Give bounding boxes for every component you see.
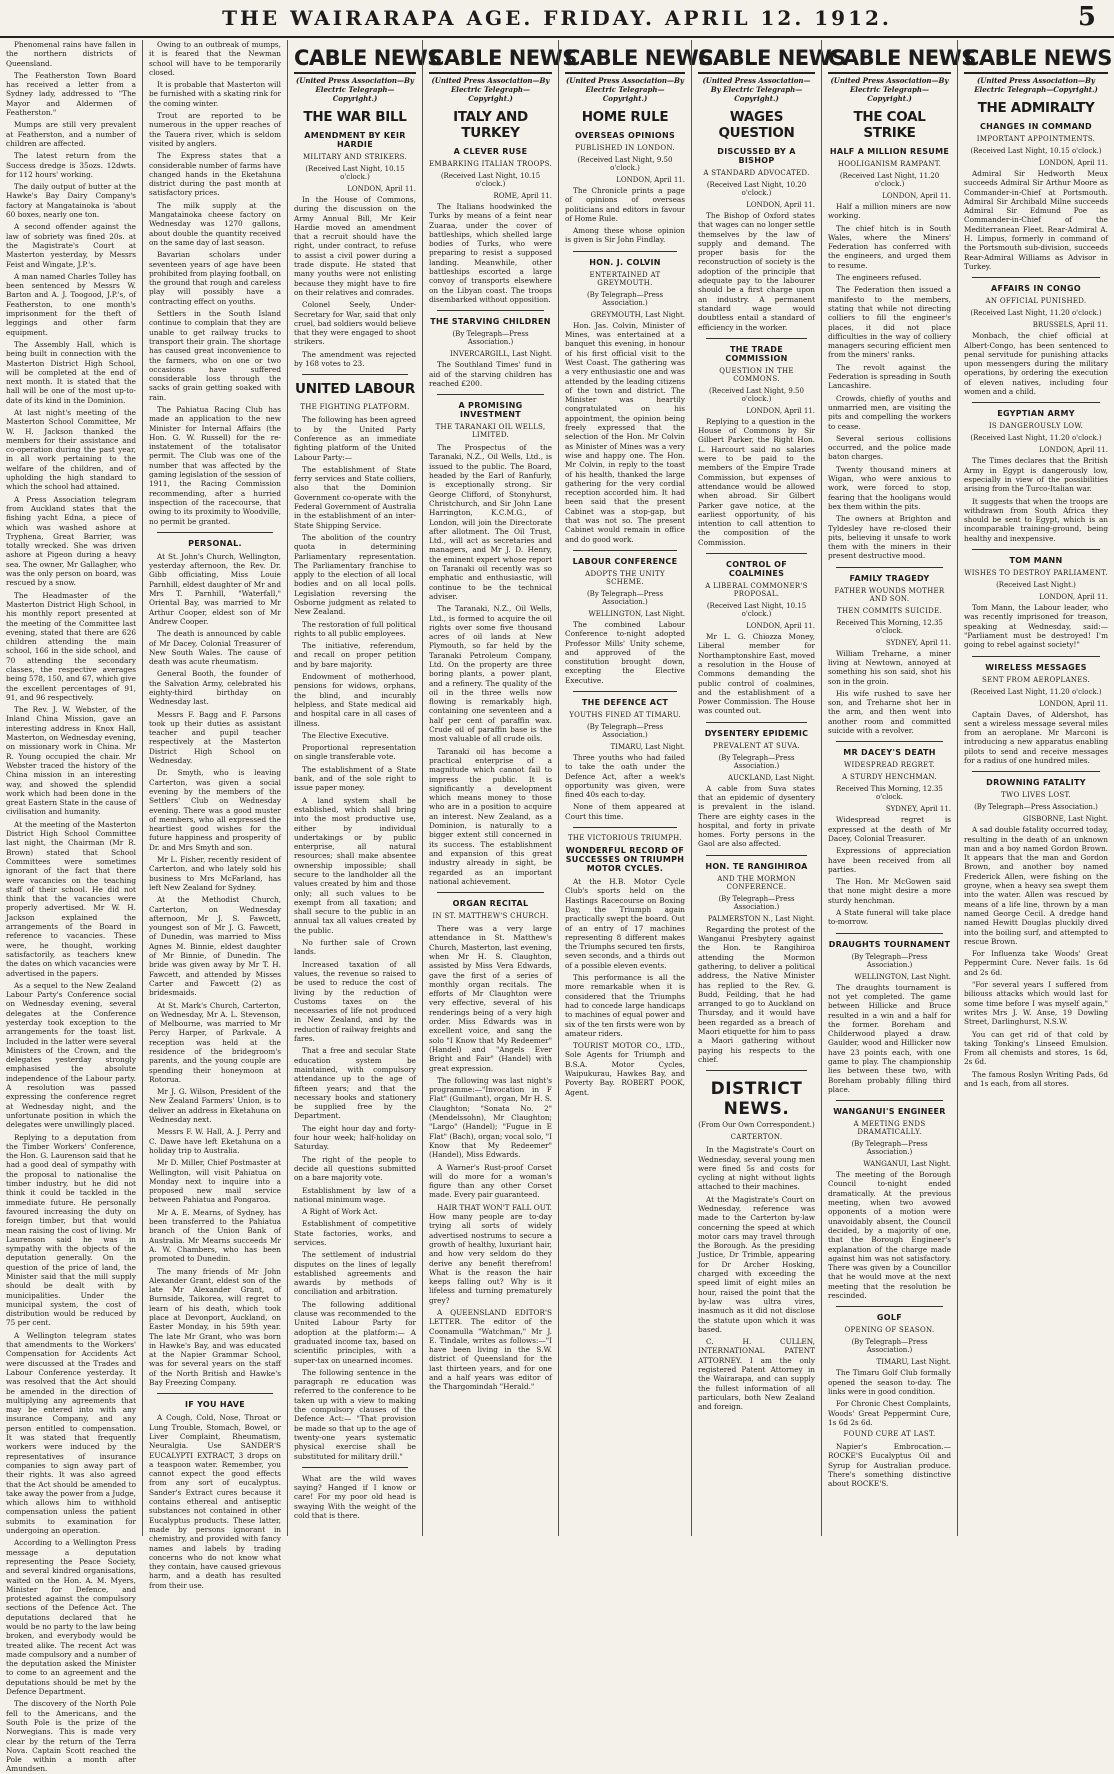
news-paragraph: The Featherston Town Board has received a letter from a Sydney lady, addressed to "The Mayor and Aldermen of Featherston." (6, 70, 136, 118)
district-news-heading: DISTRICT NEWS. (710, 1079, 803, 1120)
news-paragraph: Expressions of appreciation have been received from all parties. (828, 846, 951, 874)
news-paragraph: The abolition of the country quota in determining Parliamentary representation. The Parliamentary franchise to apply to the election of all local bodies and on all local polls. Legislation reversing the Osborne judgment as related to New Zealand. (294, 532, 416, 617)
story-subheading: IS DANGEROUSLY LOW. (988, 422, 1084, 431)
section-divider (836, 741, 943, 742)
story-headline: CONTROL OF COALMINES (726, 560, 787, 579)
story-headline: LABOUR CONFERENCE (572, 556, 678, 566)
story-subheading: THEN COMMITS SUICIDE. (837, 606, 942, 615)
news-paragraph: At the Magistrate's Court on Wednesday, reference was made to the Carterton by-law concerning the speed at which motor cars may travel through the Borough. As the presiding Justice, Dr Trimble, appearing for Dr Archer Hosking, charged with exceeding the speed limit of eight miles an hour, raised the point that the by-law was ultra vires, inasmuch as it did not disclose the statute upon which it was based. (698, 1194, 815, 1334)
news-paragraph: Increased taxation of all values, the revenue so raised to be used to reduce the cost of living by the reduction of Customs taxes on the necessaries of life not produced in New Zealand, and by the reduction of railway freights and fares. (294, 959, 416, 1044)
news-paragraph: The following was last night's programme:—"Invocation in F Flat" (Guilmant), organ, Mr H. S. Claughton; "Sonata No. 2" (Mendelssohn), Mr Claughton; "Largo" (Handel); "Fugue in E Flat" (Bach), organ; vocal solo, "I Know that My Redeemer" (Handel), Miss Edwards. (429, 1075, 552, 1160)
story-subheading: A MEETING ENDS DRAMATICALLY. (853, 1120, 926, 1137)
news-paragraph: Messrs F. W. Hall, A. J. Perry and C. Dawe have left Eketahuna on a holiday trip to Australia. (149, 1127, 281, 1155)
story-headline: UNITED LABOUR (295, 381, 415, 398)
story-subheading: YOUTHS FINED AT TIMARU. (569, 710, 681, 719)
news-paragraph: There was a very large attendance in St. Matthew's Church, Masterton, last evening, when Mr H. S. Claughton, assisted by Miss Vera Edwards, gave the first of a series of monthly organ recitals. The efforts of Mr Claughton were very effective, several of his renderings being of a very high order. Miss Edwards was in excellent voice, and sang the solo "I Know that My Redeemer" (Handel) and "Angels Ever Bright and Fair" (Handel) with great expression. (429, 924, 552, 1073)
section-divider (706, 553, 807, 554)
advert-paragraph: The famous Roslyn Writing Pads, 6d and 1s each, from all stores. (964, 1069, 1108, 1088)
story-headline: THE STARVING CHILDREN (430, 317, 551, 327)
story-subheading: PUBLISHED IN LONDON. (575, 144, 675, 152)
story-subheading: OPENING OF SEASON. (844, 1326, 935, 1335)
story-headline: HOME RULE (581, 109, 669, 125)
section-divider (706, 338, 807, 339)
news-paragraph: The Bishop of Oxford states that wages can no longer settle themselves by the law of supply and demand. The proper basis for the reconstruction of society is the adoption of the principle that adequate pay to the labourer should be a first charge upon an industry. A permanent standard wage would doubtless entail a standard of efficiency in the worker. (698, 211, 815, 332)
dateline: AUCKLAND, Last Night. (727, 773, 815, 782)
story-headline: TOM MANN (1009, 556, 1063, 566)
story-headline: THE WAR BILL (303, 109, 407, 125)
cable-news-heading: CABLE NEWS (294, 46, 416, 74)
dateline: TIMARU, Last Night. (610, 742, 685, 751)
advert-paragraph: HAIR THAT WON'T FALL OUT. How many people are to-day trying all sorts of widely advertised nostrums to secure a growth of healthy, luxuriant hair, and how very seldom do they derive any benefit therefrom! What is the reason the hair keeps falling out? Why is it lifeless and turning prematurely grey? (429, 1202, 552, 1305)
story-subheading: TWO LIVES LOST. (1001, 791, 1071, 800)
section-divider (157, 1393, 273, 1394)
column-cable-news-2 (422, 40, 577, 1536)
section-divider (972, 549, 1100, 550)
news-paragraph: The settlement of industrial disputes on the lines of legally established agreements and awards by methods of conciliation and arbitration. (294, 1250, 416, 1297)
story-subheading: A CLEVER RUSE (453, 147, 528, 156)
news-paragraph: The amendment was rejected by 168 votes to 23. (294, 349, 416, 369)
section-divider (836, 1306, 943, 1307)
story-subheading: IMPORTANT APPOINTMENTS. (976, 135, 1096, 143)
received-time: (Received Last Night, 9.50 o'clock.) (577, 156, 673, 172)
received-time: (By Telegraph—Press Association.) (851, 952, 928, 969)
section-divider (302, 1467, 408, 1468)
story-headline: AFFAIRS IN CONGO (990, 284, 1082, 294)
story-subheading: EMBARKING ITALIAN TROOPS. (429, 160, 553, 168)
news-paragraph: The Rev. J. W. Webster, of the Inland China Mission, gave an interesting address in Knox Hall, Masterton, on Wednesday evening, on missionary work in China. Mr R. Young occupied the chair. Mr Webster traced the history of the China mission in an interesting way, and showed the splendid work which had been done in the great Eastern State in the cause of civilisation and humanity. (6, 705, 136, 817)
news-paragraph: Half a million miners are now working. (828, 202, 951, 221)
news-paragraph: The Hon. Mr McGowen said that none might desire a more sturdy henchman. (828, 877, 951, 905)
news-paragraph: Messrs F. Bagg and F. Parsons took up their duties as assistant teacher and pupil teacher respectively at the Masterton District High School on Wednesday. (149, 709, 281, 766)
news-paragraph: His wife rushed to save her son, and Treharne shot her in the arm, and then went into another room and committed suicide with a revolver. (828, 688, 951, 736)
story-subheading: AMENDMENT BY KEIR HARDIE (304, 131, 406, 149)
advert-paragraph: "For several years I suffered from biliouss attacks which would last for some time before I was myself again," writes Mrs J. W. Anse, 19 Dowling Street, Darlinghurst, N.S.W. (964, 980, 1108, 1027)
news-paragraph: The revolt against the Federation is spreading in South Lancashire. (828, 362, 951, 391)
cable-news-heading: CABLE NEWS (828, 46, 951, 74)
news-paragraph: Replying to a question in the House of Commons by Sir Gilbert Parker, the Right Hon. L. Harcourt said no salaries were to be paid to the members of the Empire Trade Commission, but expenses of attendance would be allowed when abroad. Sir Gilbert Parker gave notice, at the earliest opportunity, of his intention to call attention to the composition of the Commission. (698, 416, 815, 547)
news-paragraph: In the Magistrate's Court on Wednesday, several young men were fined 5s and costs for cycling at night without lights attached to their machines. (698, 1145, 815, 1192)
news-paragraph: The chief hitch is in South Wales, where the Miners' Federation has conferred with the engineers, and urged them to resume. (828, 223, 951, 270)
received-time: Received This Morning, 12.35 o'clock. (836, 785, 943, 802)
story-headline: WANGANUI'S ENGINEER (833, 1107, 946, 1117)
received-time: (By Telegraph—Press Association.) (718, 753, 795, 770)
news-paragraph: The Federation then issued a manifesto to the members, stating that while not directing colliers to fill the engineer's places, it did not place difficulties in the way of colliery managers securing efficient men from the miners' ranks. (828, 285, 951, 360)
section-divider (972, 402, 1100, 403)
news-paragraph: According to a Wellington Press message a deputation representing the Peace Society, and several kindred organisations, waited on the Hon. A. M. Myers, Minister for Defence, and protested against the compulsory sections of the Defence Act. The deputations declared that he would be no party to the law being broken, and everybody would be treated alike. The recent Act was made compulsory and a number of the deputation asked the Minister to come to an agreement and the deputations should be met by the Defence Department. (6, 1538, 136, 1697)
received-time: (By Telegraph—Press Association.) (851, 1140, 928, 1157)
section-divider (706, 722, 807, 723)
news-paragraph: Tom Mann, the Labour leader, who was recently imprisoned for treason, speaking at Wednesday, said:— "Parliament must be destroyed! I'm going to rebel against society!" (964, 603, 1108, 650)
news-paragraph: It is probable that Masterton will be furnished with a skating rink for the coming winter. (149, 80, 281, 108)
newspaper-title: THE WAIRARAPA AGE. FRIDAY. APRIL 12. 1912. (222, 6, 892, 30)
story-headline: THE DEFENCE ACT (581, 697, 669, 707)
news-paragraph: Trout are reported to be numerous in the upper reaches of the Tauera river, which is seldom visited by anglers. (149, 111, 281, 148)
column-cable-news-5 (821, 40, 976, 1536)
news-paragraph: Bavarian scholars under seventeen years of age have been prohibited from playing football, on the ground that rough and careless play will possibly have a contracting effect on youths. (149, 250, 281, 306)
story-subheading: WISHES TO DESTROY PARLIAMENT. (964, 569, 1108, 578)
press-association-credit: (United Press Association—By Electric Telegraph—Copyright.) (830, 76, 949, 103)
news-paragraph: That a free and secular State education system be maintained, with compulsory attendance up to the age of fifteen years; and that the necessary books and stationery be supplied free by the Department. (294, 1046, 416, 1121)
news-paragraph: This performance is all the more remarkable when it is considered that the Triumphs had to concede large handicaps to machines of equal power and six of the ten firsts were won by amateur riders. (565, 973, 685, 1038)
received-time: (Received Last Night.) (996, 581, 1076, 590)
advert-paragraph: TOURIST MOTOR CO., LTD., Sole Agents for Triumph and B.S.A. Motor Cycles, Waipukurau, Hawkes Bay, and Poverty Bay. ROBERT POOK, Agent. (565, 1041, 685, 1097)
story-subheading: WONDERFUL RECORD OF SUCCESSES ON TRIUMPH MOTOR CYCLES. (565, 846, 685, 874)
section-divider (972, 656, 1100, 657)
news-paragraph: Several serious collisions occurred, and the police made baton charges. (828, 433, 951, 462)
news-paragraph: Proportional representation on single transferable vote. (294, 743, 416, 762)
dateline: LONDON, April 11. (746, 622, 815, 631)
section-divider (836, 567, 943, 568)
advert-paragraph: Napier's Embrocation.—ROCKE'S Eucalyptus Oil and Syrup for Australian produce. There's something distinctive about ROCKE'S. (828, 1442, 951, 1489)
advert-paragraph: C. H. CULLEN, INTERNATIONAL PATENT ATTORNEY. I am the only registered Patent Attorney in the Wairarapa, and can supply the fullest information of all particulars, both New Zealand and foreign. (698, 1337, 815, 1412)
section-divider (573, 827, 677, 828)
story-subheading: WIDESPREAD REGRET. (843, 761, 936, 770)
news-paragraph: Crowds, chiefly of youths and unmarried men, are visiting the pits and compelling the workers to cease. (828, 393, 951, 431)
news-paragraph: The Times declares that the British Army in Egypt is dangerously low, especially in view of the possibilities arising from the Turco-Italian war. (964, 456, 1108, 494)
news-paragraph: Admiral Sir Hedworth Meux succeeds Admiral Sir Arthur Moore as Commander-in-Chief at Portsmouth. Admiral Sir Archibald Milne succeeds Admiral Sir Edmund Poe as Commander-in-Chief of the Mediterranean Fleet. Rear-Admiral A. H. Limpus, formerly in command of the Portsmouth sub-division, succeeds Rear-Admiral Williams as Advisor in Turkey. (964, 169, 1108, 271)
received-time: (Received Last Night, 10.15 o'clock.) (706, 602, 807, 619)
news-paragraph: Regarding the protest of the Wanganui Presbytery against the Hon. te Rangihiroa attending the Mormon gathering, to deliver a political address, the Native Minister has replied to the Rev. G. Budd, Feilding, that he had arranged to go to Auckland on Thursday, and it would have been regarded as a breach of Maori etiquette for him to pass a Maori gathering without paying his respects to the chief. (698, 924, 815, 1064)
column-local-news-1 (0, 40, 142, 1774)
story-subheading: HALF A MILLION RESUME (829, 147, 950, 156)
news-paragraph: Taranaki oil has become a practical enterprise of a magnitude which cannot fail to impress the public. It is significantly a development which means money to those who are in a position to acquire an interest. New Zealand, as a Dominion, is naturally to a bigger extent still concerned in its success. The establishment and expansion of this great industry already in sight, be regarded as an important national achievement. (429, 746, 552, 886)
news-paragraph: A Right of Work Act. (302, 1207, 378, 1217)
news-paragraph: At St. Mark's Church, Carterton, on Wednesday, Mr A. L. Stevenson, of Melbourne, was married to Mr Percy Harper, of Parkvale. A reception was held at the residence of the bridegroom's parents, and the young couple are spending their honeymoon at Rotorua. (149, 1000, 281, 1084)
news-paragraph: The Taranaki, N.Z., Oil Wells, Ltd., is formed to acquire the oil rights over some five thousand acres of oil lands at New Plymouth, so far held by the Taranaki Petroleum Company, Ltd. On the property are three boring plants, a power plant, and a refinery. The quality of the oil in the three wells now flowing is remarkably high, containing one seventeen and a half per cent of paraffin wax. Crude oil of paraffin base is the most valuable of all crude oils. (429, 604, 552, 744)
district-name: CARTERTON. (730, 1133, 783, 1142)
news-paragraph: The discovery of the North Pole fell to the Americans, and the South Pole is the prize of the Norwegians. This is made very clear by the return of the Terra Nova. Captain Scott reached the Pole within a month after Amundsen. (6, 1699, 136, 1774)
news-paragraph: A Wellington telegram states that amendments to the Workers' Compensation for Accidents Act were discussed at the Trades and Labour Conference yesterday. It was resolved that the Act should be amended in the direction of multiplying any agreements that may be entered into with any insurance Company, and any person entitled to compensation. It was stated that frequently workers were induced by the representatives of insurance companies to sign away part of their rights. It was also agreed that the Act should be amended to take away the power from a Judge, which allows him to withhold compensation unless the patient submits to examination for undergoing an operation. (6, 1330, 136, 1536)
press-association-credit: (United Press Association—By Electric Telegraph—Copyright.) (702, 76, 811, 103)
story-headline: MR DACEY'S DEATH (843, 748, 936, 758)
news-paragraph: Mr D. Miller, Chief Postmaster at Wellington, will visit Pahiatua on Monday next to inquire into a proposed new mail service between Pahiatua and Pongaroa. (149, 1158, 281, 1205)
column-cable-news-3 (558, 40, 713, 1536)
news-paragraph: The eight hour day and forty-four hour week; half-holiday on Saturday. (294, 1123, 416, 1152)
story-headline: FAMILY TRAGEDY (849, 573, 930, 583)
news-paragraph: William Treharne, a miner living at Newtown, annoyed at something his son said, shot his son in the groin. (828, 648, 951, 686)
news-paragraph: The many friends of Mr John Alexander Grant, eldest son of the late Mr Alexander Grant, of Burnside, Taikorea, will regret to learn of his death, which took place at Devonport, Auckland, on Easter Monday, in his 59th year. The late Mr Grant, who was born in Hawke's Bay, and was educated at the Napier Grammar School, was for several years on the staff of the North British and Hawke's Bay Freezing Company. (149, 1266, 281, 1388)
column-cable-news-6 (957, 40, 1114, 1536)
dateline: INVERCARGILL, Last Night. (450, 350, 552, 359)
story-headline: HON. TE RANGIHIROA (705, 861, 808, 871)
news-paragraph: Mr L. Fisher, recently resident of Carterton, and who lately sold his business to Mrs McFarland, has left New Zealand for Sydney. (149, 855, 281, 892)
news-paragraph: The Chronicle prints a page of opinions of overseas politicians and editors in favour of Home Rule. (565, 186, 685, 223)
news-paragraph: At the Methodist Church, Carterton, on Wednesday afternoon, Mr J. S. Fawcett, youngest son of Mr J. G. Fawcett, of Dunedin, was married to Miss Agnes M. Binnie, eldest daughter of Mr Binnie, of Dunedin. The bride was given away by Mr T. H. Fawcett, and attended by Misses Carter and Fawcett (2) as bridesmaids. (149, 895, 281, 998)
news-paragraph: A State funeral will take place to-morrow. (828, 908, 951, 927)
dateline: LONDON, April 11. (1039, 593, 1108, 602)
story-headline: ORGAN RECITAL (452, 899, 529, 909)
cable-news-heading: CABLE NEWS (964, 46, 1108, 74)
advert-heading: IF YOU HAVE (184, 1400, 246, 1410)
news-paragraph: The Express states that a considerable number of farms have changed hands in the Eketahuna district during the past month at satisfactory prices. (149, 151, 281, 198)
story-subheading: A STURDY HENCHMAN. (842, 773, 937, 782)
received-time: (By Telegraph—Press Association.) (586, 290, 664, 307)
received-time: (Received Last Night, 11.20 o'clock.) (970, 687, 1102, 696)
dateline: GISBORNE, Last Night. (1023, 815, 1108, 824)
section-divider (706, 855, 807, 856)
story-headline: A PROMISING INVESTMENT (458, 401, 523, 420)
news-paragraph: The meeting of the Borough Council to-night ended dramatically. At the previous meeting, when two avowed opponents of a motion were unavoidably absent, the Council decided, by a majority of one, that the Borough Engineer's explanation of the charge made against him was not satisfactory. There was given by a Councillor that he would move at the next meeting that the resolution be rescinded. (828, 1170, 951, 1301)
news-paragraph: A land system shall be established, which shall bring into the most productive use, either by individual undertakings or by public enterprise, all natural resources; shall make absentee ownership impossible; shall secure to the landholder all the values created by him and those only; all such values to be exempt from all taxation; and shall secure to the public in an annual tax all values created by the public. (294, 795, 416, 935)
dateline: LONDON, April 11. (347, 185, 416, 193)
news-paragraph: The initiative, referendum, and recall on proper petition and by bare majority. (294, 641, 416, 669)
column-cable-news-4 (691, 40, 846, 1536)
section-divider (157, 532, 273, 533)
news-paragraph: A man named Charles Tolley has been sentenced by Messrs W. Barton and A. J. Toogood, J.P.'s, of Featherston, to one month's imprisonment for the theft of leggings and other farm equipment. (6, 271, 136, 337)
dateline: GREYMOUTH, Last Night. (590, 310, 685, 319)
story-subheading: A STANDARD ADVOCATED. (703, 169, 810, 177)
news-paragraph: Replying to a deputation from the Timber Workers' Conference, the Hon. G. Laurenson said that he had a good deal of sympathy with the proposal to nationalise the timber industry, but he did not think it could be tackled in the immediate future. He personally favoured increasing the duty on foreign timber, but that would mean raising the cost of living. Mr Laurenson said he was in sympathy with the objects of the deputation generally. On the question of the price of land, the Minister said that the mill supply should be dealt with by municipalities. Under the municipal system, the cost of distribution would be reduced by 75 per cent. (6, 1132, 136, 1328)
news-paragraph: At St. John's Church, Wellington, yesterday afternoon, the Rev. Dr. Gibb officiating, Miss Louie Parnhill, eldest daughter of Mr and Mrs T. Parnhill, "Waterfall," Oriental Bay, was married to Mr Arthur Cooper, eldest son of Mr Andrew Cooper. (149, 551, 281, 626)
news-paragraph: Establishment by law of a national minimum wage. (294, 1185, 416, 1204)
story-subheading: ADOPTS THE UNITY SCHEME. (585, 569, 665, 586)
masthead (0, 0, 1114, 38)
news-paragraph: The establishment of a State bank, and of the sole right to issue paper money. (294, 764, 416, 793)
news-paragraph: The Headmaster of the Masterton District High School, in his monthly report presented at the meeting of the Committee last evening, stated that there are 626 children attending the main school, 166 in the side school, and 70 attending the secondary classes, the respective averages being 578, 150, and 67, which give the excellent percentages of 91, 91, and 96 respectively. (6, 590, 136, 702)
advert-paragraph: For Influenza take Woods' Great Peppermint Cure. Never fails. 1s 6d and 2s 6d. (964, 949, 1108, 977)
news-paragraph: The daily output of butter at the Hawke's Bay Dairy Company's factory at Mangatainoka is 'about 60 boxes, nearly one ton. (6, 182, 136, 220)
section-divider (836, 1100, 943, 1101)
news-paragraph: A cable from Suva states that an epidemic of dysentery is prevalent in the island. There are eighty cases in the hospital, and forty in private homes. Forty persons in the Gaol are also affected. (698, 783, 815, 849)
news-paragraph: The Italians hoodwinked the Turks by means of a feint near Zuaraa, under the cover of battleships, which shelled large bodies of Turks, who were preparing to resist a supposed landing. Meanwhile, other battleships escorted a large convoy of transports elsewhere on the Libyan coast. The troops disembarked without opposition. (429, 202, 552, 304)
news-paragraph: The restoration of full political rights to all public employees. (294, 619, 416, 638)
personal-heading: PERSONAL. (188, 538, 242, 548)
story-subheading: MILITARY AND STRIKERS. (302, 153, 408, 161)
advert-paragraph: A Cough, Cold, Nose, Throat or Lung Trouble, Stomach, Bowel, or Liver Complaint, Rheumatism, Neuralgia. Use SANDER'S EUCALYPTI EXTRACT, 3 drops on a teaspoon water. Remember, you cannot expect the good effects from any sort of eucalyptus. Sander's Extract cures because it contains ethereal and antiseptic substances not contained in other Eucalyptus products. These latter, made by persons ignorant in chemistry, and provided with fancy names and labels by trading concerns who do not know what they contain, have caused grievous harm, and a death has resulted from their use. (149, 1413, 281, 1590)
dateline: WELLINGTON, Last Night. (588, 609, 685, 618)
news-paragraph: At the meeting of the Masterton District High School Committee last night, the Chairman (Mr R. Brown) stated that School Committees were sometimes ignorant of the fact that there were vacancies on the teaching staff of their school. He did not think that the vacancies were properly advertised. Mr W. H. Jackson explained the arrangements of the Board in reference to vacancies. These were, he thought, working satisfactorily, as teachers knew the dates on which vacancies were advertised in the papers. (6, 819, 136, 978)
story-headline: THE ADMIRALTY (977, 100, 1095, 116)
cable-news-heading: CABLE NEWS (429, 46, 552, 74)
news-paragraph: Dr. Smyth, who is leaving Carterton, was given a social evening by the members of the Settlers' Club on Wednesday evening. There was a good muster of members, who all expressed the heartiest good wishes for the future happiness and prosperity of Dr. and Mrs Smyth and son. (149, 768, 281, 852)
advert-paragraph: A QUEENSLAND EDITOR'S LETTER. The editor of the Coonamulla "Watchman," Mr J. E. Tindale, writes as follows:—"I have been living in the S.W. district of Queensland for the last thirteen years, and for one and a half years was editor of the Thargomindah "Herald." (429, 1307, 552, 1392)
story-subheading: ENTERTAINED AT GREYMOUTH. (589, 270, 661, 287)
section-divider (573, 691, 677, 692)
news-paragraph: The Southland Times' fund in aid of the starving children has reached £200. (429, 360, 552, 388)
news-paragraph: Widespread regret is expressed at the death of Mr Dacey, Colonial Treasurer. (828, 815, 951, 843)
news-paragraph: The latest return from the Success dredge is 35ozs. 12dwts. for 112 hours' working. (6, 151, 136, 179)
section-divider (437, 892, 544, 893)
news-paragraph: It suggests that when the troops are withdrawn from South Africa they should be sent to Egypt, which is an incomparable training-ground, being healthy and inexpensive. (964, 496, 1108, 543)
story-headline: DROWNING FATALITY (986, 778, 1086, 788)
news-paragraph: The Assembly Hall, which is being built in connection with the Masterton District High School, will be completed at the end of next month. It is stated that the hall will be one of the most up-to-date of its kind in the Dominion. (6, 339, 136, 405)
section-divider (972, 277, 1100, 278)
story-subheading: QUESTION IN THE COMMONS. (719, 366, 794, 383)
news-paragraph: Mr A. E. Mearns, of Sydney, has been transferred to the Pahiatua branch of the Union Bank of Australia. Mr Mearns succeeds Mr A. W. Chambers, who has been promoted to Dunedin. (149, 1207, 281, 1264)
received-time: (By Telegraph—Press Association.) (974, 803, 1098, 812)
story-headline: DRAUGHTS TOURNAMENT (828, 939, 951, 949)
news-paragraph: Twenty thousand miners at Wigan, who were anxious to work, were forced to stop, fearing that the hooligans would bex them within the pits. (828, 464, 951, 511)
news-paragraph: Hon. Jas. Colvin, Minister of Mines, was entertained at a banquet this evening, in honour of his first official visit to the West Coast. The gathering was a very enthusiastic one and was attended by the leading citizens of the town and district. The Minister was heartily congratulated on his appointment, the opinion being freely expressed that the selection of the Hon. Mr Colvin as Minister of Mines was a very wise and happy one. The Hon. Mr Colvin, in reply to the toast of his health, thanked the large gathering for the very cordial reception accorded him. It had been said that the present Cabinet was a stop-gap, but that was not so. The present Cabinet would remain in office and do good work. (565, 320, 685, 544)
section-divider (706, 1070, 807, 1071)
advert-paragraph: For Chronic Chest Complaints, Woods' Great Peppermint Cure, 1s 6d 2s 6d. (828, 1399, 951, 1427)
section-divider (573, 251, 677, 252)
news-paragraph: The engineers refused. (836, 273, 922, 283)
news-paragraph: The following has been agreed to by the United Party Conference as an immediate fighting platform of the United Labour Party:— (294, 415, 416, 462)
news-paragraph: Monbach, the chief official at Albert-Congo, has been sentenced to penal servitude for punishing attacks upon messengers during the military operations, by ordering the execution of eleven natives, including four women and a child. (964, 331, 1108, 397)
news-paragraph: The right of the people to decide all questions submitted on a bare majority vote. (294, 1154, 416, 1183)
news-paragraph: The following additional clause was recommended to the United Labour Party for adoption at the platform:— A graduated income tax, based on scientific principles, with a super-tax on unearned incomes. (294, 1299, 416, 1365)
news-paragraph: In the House of Commons, during the discussion on the Army Annual Bill, Mr Keir Hardie moved an amendment that a recruit should have the right, under contract, to refuse to assist a civil power during a trade dispute. He stated that many youths were not enlisting because they might have to fire on their relatives and comrades. (294, 195, 416, 297)
story-subheading: A LIBERAL COMMONER'S PROPOSAL. (705, 582, 808, 599)
story-headline: EGYPTIAN ARMY (997, 409, 1075, 419)
received-time: (By Telegraph—Press Association.) (586, 589, 664, 606)
news-paragraph: Mr J. G. Wilson, President of the New Zealand Farmers' Union, is to deliver an address in Eketahuna on Wednesday next. (149, 1087, 281, 1125)
received-time: (Received Last Night, 11.20 o'clock.) (970, 309, 1102, 318)
story-subheading: AND THE MORMON CONFERENCE. (717, 874, 796, 891)
news-paragraph: The Pahiatua Racing Club has made an application to the new Minister for Internal Affairs (the Hon. G. W. Russell) for the re-instatement of the totalisator permit. The Club was one of the number that was affected by the gaming legislation of the session of 1911, the Racing Commission recommending, after a hurried inspection of the racecourse, that owing to its proximity to Woodville, no permit be granted. (149, 404, 281, 526)
section-divider (972, 771, 1100, 772)
news-paragraph: Phenomenal rains have fallen in the northern districts of Queensland. (6, 40, 136, 68)
story-subheading: THE TARANAKI OIL WELLS, LIMITED. (435, 423, 546, 440)
news-paragraph: None of them appeared at Court this time. (565, 802, 685, 821)
cable-news-heading: CABLE NEWS (698, 46, 815, 74)
received-time: (Received Last Night, 10.15 o'clock.) (305, 165, 405, 181)
story-subheading: PREVALENT AT SUVA. (712, 741, 801, 750)
page-number: 5 (1077, 2, 1096, 32)
news-paragraph: Establishment of competitive State factories, works, and services. (294, 1219, 416, 1247)
received-time: (Received Last Night, 11.20 o'clock.) (970, 434, 1102, 443)
received-time: (Received Last Night, 11.20 o'clock.) (839, 172, 940, 188)
story-headline: WIRELESS MESSAGES (985, 662, 1087, 672)
dateline: WELLINGTON, Last Night. (854, 972, 951, 981)
news-paragraph: The establishment of State ferry services and State colliers, also that the Dominion Government co-operate with the Federal Government of Australia in the establishment of an inter-State Shipping Service. (294, 464, 416, 530)
news-paragraph: The following sentence in the paragraph re education was referred to the conference to be taken up with a view to making the compulsory clauses of the Defence Act:— "That provision be made so that up to the age of twenty-one years systematic physical exercise shall be substituted for military drill." (294, 1367, 416, 1461)
news-paragraph: The Prospectus of the Taranaki, N.Z., Oil Wells, Ltd., is issued to the public. The Board, headed by the Earl of Ranfurly, is exceptionally strong. Sir George Clifford, of Stonyhurst, Christchurch, and Sir John Lane Harrington, K.C.M.G., of London, will join the Directorate after allotment. The Oil Trust, Ltd., will act as secretaries and managers, and Mr J. D. Henry, the eminent expert whose report on Taranaki oil recently was so emphatic and enthusiastic, will continue to be the technical adviser. (429, 443, 552, 601)
news-paragraph: A sad double fatality occurred today, resulting in the death of an unknown man and a boy named Gordon Brown. It appears that the man and Gordon Brown, and another boy named Frederick Allen, were fishing on the groyne, when a heavy sea swept them into the water. Allen was rescued by means of a life line, thrown by a man named George Cecil. A dredge hand named Hewitt Douglas pluckily dived into the boiling surf, and attempted to rescue Brown. (964, 825, 1108, 946)
column-cable-news-1 (287, 40, 442, 1536)
news-paragraph: Owing to an outbreak of mumps, it is feared that the Newman school will have to be temporarily closed. (149, 40, 281, 77)
dateline: LONDON, April 11. (1039, 446, 1108, 455)
news-paragraph: Mumps are still very prevalent at Featherston, and a number of children are affected. (6, 120, 136, 148)
received-time: Received This Morning, 12.35 o'clock. (836, 618, 943, 635)
news-paragraph: At the H.B. Motor Cycle Club's sports held on the Hastings Racecourse on Boxing Day, the Triumph again practically swept the board. Out of an entry of 17 machines representing 8 different makes the Triumphs secured ten firsts, seven seconds, and a thirds out of a possible eleven events. (565, 877, 685, 970)
news-paragraph: The draughts tournament is not yet completed. The game between Hillicke and Bruce resulted in a win and a half for the former. Boreham and Childerwood played a draw. Gaulder, wood and Hillicker now have 23 points each, with one game to play. The championship lies between these two, with Boreham probably filling third place. (828, 982, 951, 1094)
story-subheading: DISCUSSED BY A BISHOP (717, 147, 796, 165)
press-association-credit: (United Press Association—By Electric Telegraph—Copyright.) (296, 76, 414, 103)
dateline: LONDON, April 11. (616, 176, 685, 184)
story-subheading: CHANGES IN COMMAND (979, 122, 1092, 131)
received-time: (Received Last Night, 10.20 o'clock.) (706, 181, 807, 197)
section-divider (836, 933, 943, 934)
story-headline: DYSENTERY EPIDEMIC (704, 728, 809, 738)
story-headline: GOLF (876, 1313, 903, 1323)
dateline: LONDON, April 11. (882, 192, 951, 200)
dateline: LONDON, April 11. (1039, 159, 1108, 167)
dateline: LONDON, April 11. (746, 406, 815, 415)
cable-news-heading: CABLE NEWS (565, 46, 685, 74)
dateline: TIMARU, Last Night. (876, 1358, 951, 1367)
news-paragraph: The owners at Brighton and Tyldesley have re-closed their pits, believing it unsafe to work them with the miners in their present destructive mood. (828, 514, 951, 561)
section-divider (573, 550, 677, 551)
news-paragraph: As a sequel to the New Zealand Labour Party's Conference social on Wednesday evening, several delegates at the Conference yesterday took exception to the arrangements for the toast list. Included in the latter were several Ministers of the Crown, and the delegates yesterday strongly emphasised the absolute independence of the Labour party. A resolution was passed expressing the conference regret at Wednesday night, and the unfortunate position in which the delegates were unwillingly placed. (6, 980, 136, 1130)
news-paragraph: General Booth, the founder of the Salvation Army, celebrated his eighty-third birthday on Wednesday last. (149, 669, 281, 707)
dateline: BRUSSELS, April 11. (1032, 321, 1108, 330)
advert-paragraph: You can get rid of that cold by taking Tonking's Linseed Emulsion. From all chemists and stores, 1s 6d, 2s 6d. (964, 1029, 1108, 1067)
news-paragraph: The Timaru Golf Club formally opened the season to-day. The links were in good condition. (828, 1368, 951, 1396)
column-local-news-2 (142, 40, 287, 1590)
story-headline: THE VICTORIOUS TRIUMPH. (567, 834, 683, 843)
story-subheading: IN ST. MATTHEW'S CHURCH. (432, 912, 549, 921)
received-time: (Received Last Night, 9.50 o'clock.) (709, 386, 804, 403)
received-time: (By Telegraph—Press Association.) (851, 1338, 928, 1355)
story-subheading: THE FIGHTING PLATFORM. (300, 403, 410, 412)
received-time: (Received Last Night, 10.15 o'clock.) (970, 147, 1102, 155)
story-headline: HON. J. COLVIN (589, 257, 661, 267)
story-subheading: FATHER WOUNDS MOTHER AND SON. (834, 586, 945, 603)
press-association-credit: (United Press Association—By Electric Telegraph—Copyright.) (974, 76, 1098, 94)
news-paragraph: Endowment of motherhood, pensions for widows, orphans, the blind, and incurably helpless, and State medical aid and hospital care in all cases of illness. (294, 672, 416, 728)
story-headline: THE TRADE COMMISSION (725, 344, 788, 363)
news-paragraph: The Elective Executive. (302, 730, 389, 740)
news-paragraph: A Press Association telegram from Auckland states that the fishing yacht Edna, a piece of which was washed ashore at Tryphena, Great Barrier, was totally wrecked. She was driven ashore at Pigeon during a heavy sea. The owner, Mr Gallagher, who was the only person on board, was rescued by a snow. (6, 494, 136, 588)
dateline: ROME, April 11. (493, 192, 552, 200)
advert-paragraph: A Warner's Rust-proof Corset will do more for a woman's figure than any other Corset made. Every pair guaranteed. (429, 1162, 552, 1200)
section-divider (437, 310, 544, 311)
news-paragraph: Mr L. G. Chiozza Money, Liberal member for Northamptonshire East, moved a resolution in the House of Commons demanding the public control of coalmines, and the establishment of a Power Commission. The House was counted out. (698, 632, 815, 716)
news-paragraph: The combined Labour Conference to-night adopted Professor Mills' Unity scheme, and approved of the constitution brought down, excepting the Elective Executive. (565, 619, 685, 685)
dateline: LONDON, April 11. (746, 201, 815, 209)
press-association-credit: (United Press Association—By Electric Telegraph—Copyright.) (566, 76, 684, 103)
news-paragraph: Settlers in the South Island continue to complain that they are unable to get railway trucks to transport their grain. The shortage has caused great inconvenience to the farmers, who on one or two occasions have suffered considerable loss through the sacks of grain getting soaked with rain. (149, 309, 281, 402)
received-time: (By Telegraph—Press Association.) (718, 894, 795, 911)
advert-verse: What are the wild waves saying? Hanged if I know or care! For my poor old head is swaying With the weight of the cold that is there. (294, 1473, 416, 1520)
news-paragraph: Captain Daves, of Aldershot, has sent a wireless message several miles from an aeroplane. Mr Marconi is introducing a new apparatus enabling pilots to send and receive messages for a radius of one hundred miles. (964, 709, 1108, 765)
news-paragraph: Three youths who had failed to take the oath under the Defence Act, after a week's opportunity was given, were fined 40s each to-day. (565, 752, 685, 800)
dateline: SYDNEY, April 11. (885, 805, 951, 814)
section-divider (302, 374, 408, 375)
news-paragraph: No further sale of Crown lands. (294, 938, 416, 957)
story-subheading: AN OFFICIAL PUNISHED. (985, 297, 1087, 306)
news-paragraph: A second offender against the law of sobriety was fined 20s. at the Magistrate's Court at Masterton yesterday, by Messrs Feist and Wingate, J.P.'s. (6, 222, 136, 269)
dateline: SYDNEY, April 11. (885, 638, 951, 647)
press-association-credit: (United Press Association—By Electric Telegraph—Copyright.) (431, 76, 550, 103)
news-paragraph: The death is announced by cable of Mr Dacey, Colonial Treasurer of New South Wales. The cause of death was acute rheumatism. (149, 629, 281, 667)
story-subheading: HOOLIGANISM RAMPANT. (837, 160, 942, 168)
correspondent-credit: (From Our Own Correspondent.) (698, 1121, 815, 1130)
dateline: PALMERSTON N., Last Night. (707, 914, 815, 923)
advert-heading: FOUND CURE AT LAST. (843, 1430, 936, 1439)
dateline: LONDON, April 11. (1039, 699, 1108, 708)
story-subheading: OVERSEAS OPINIONS (574, 131, 676, 140)
received-time: (By Telegraph—Press Association.) (452, 330, 529, 347)
received-time: (By Telegraph—Press Association.) (586, 722, 664, 739)
news-paragraph: Among these whose opinion is given is Sir John Findlay. (565, 226, 685, 245)
story-headline: THE COAL STRIKE (853, 109, 926, 141)
news-paragraph: The milk supply at the Mangatainoka cheese factory on Wednesday was 1270 gallons, about double the quantity received on the same day of last season. (149, 200, 281, 247)
story-headline: WAGES QUESTION (718, 109, 795, 141)
dateline: WANGANUI, Last Night. (863, 1160, 951, 1169)
news-paragraph: At last night's meeting of the Masterton School Committee, Mr W. H. Jackson thanked the members for their assistance and co-operation during the past year, in all work pertaining to the welfare of the children, and of upholding the high standard to which the school had attained. (6, 407, 136, 492)
news-paragraph: Colonel Seely, Under-Secretary for War, said that only cruel, bad soldiers would believe that they were engaged to shoot strikers. (294, 300, 417, 347)
received-time: (Received Last Night, 10.15 o'clock.) (440, 172, 541, 188)
story-headline: ITALY AND TURKEY (453, 109, 528, 141)
story-subheading: SENT FROM AEROPLANES. (981, 675, 1091, 684)
section-divider (437, 394, 544, 395)
